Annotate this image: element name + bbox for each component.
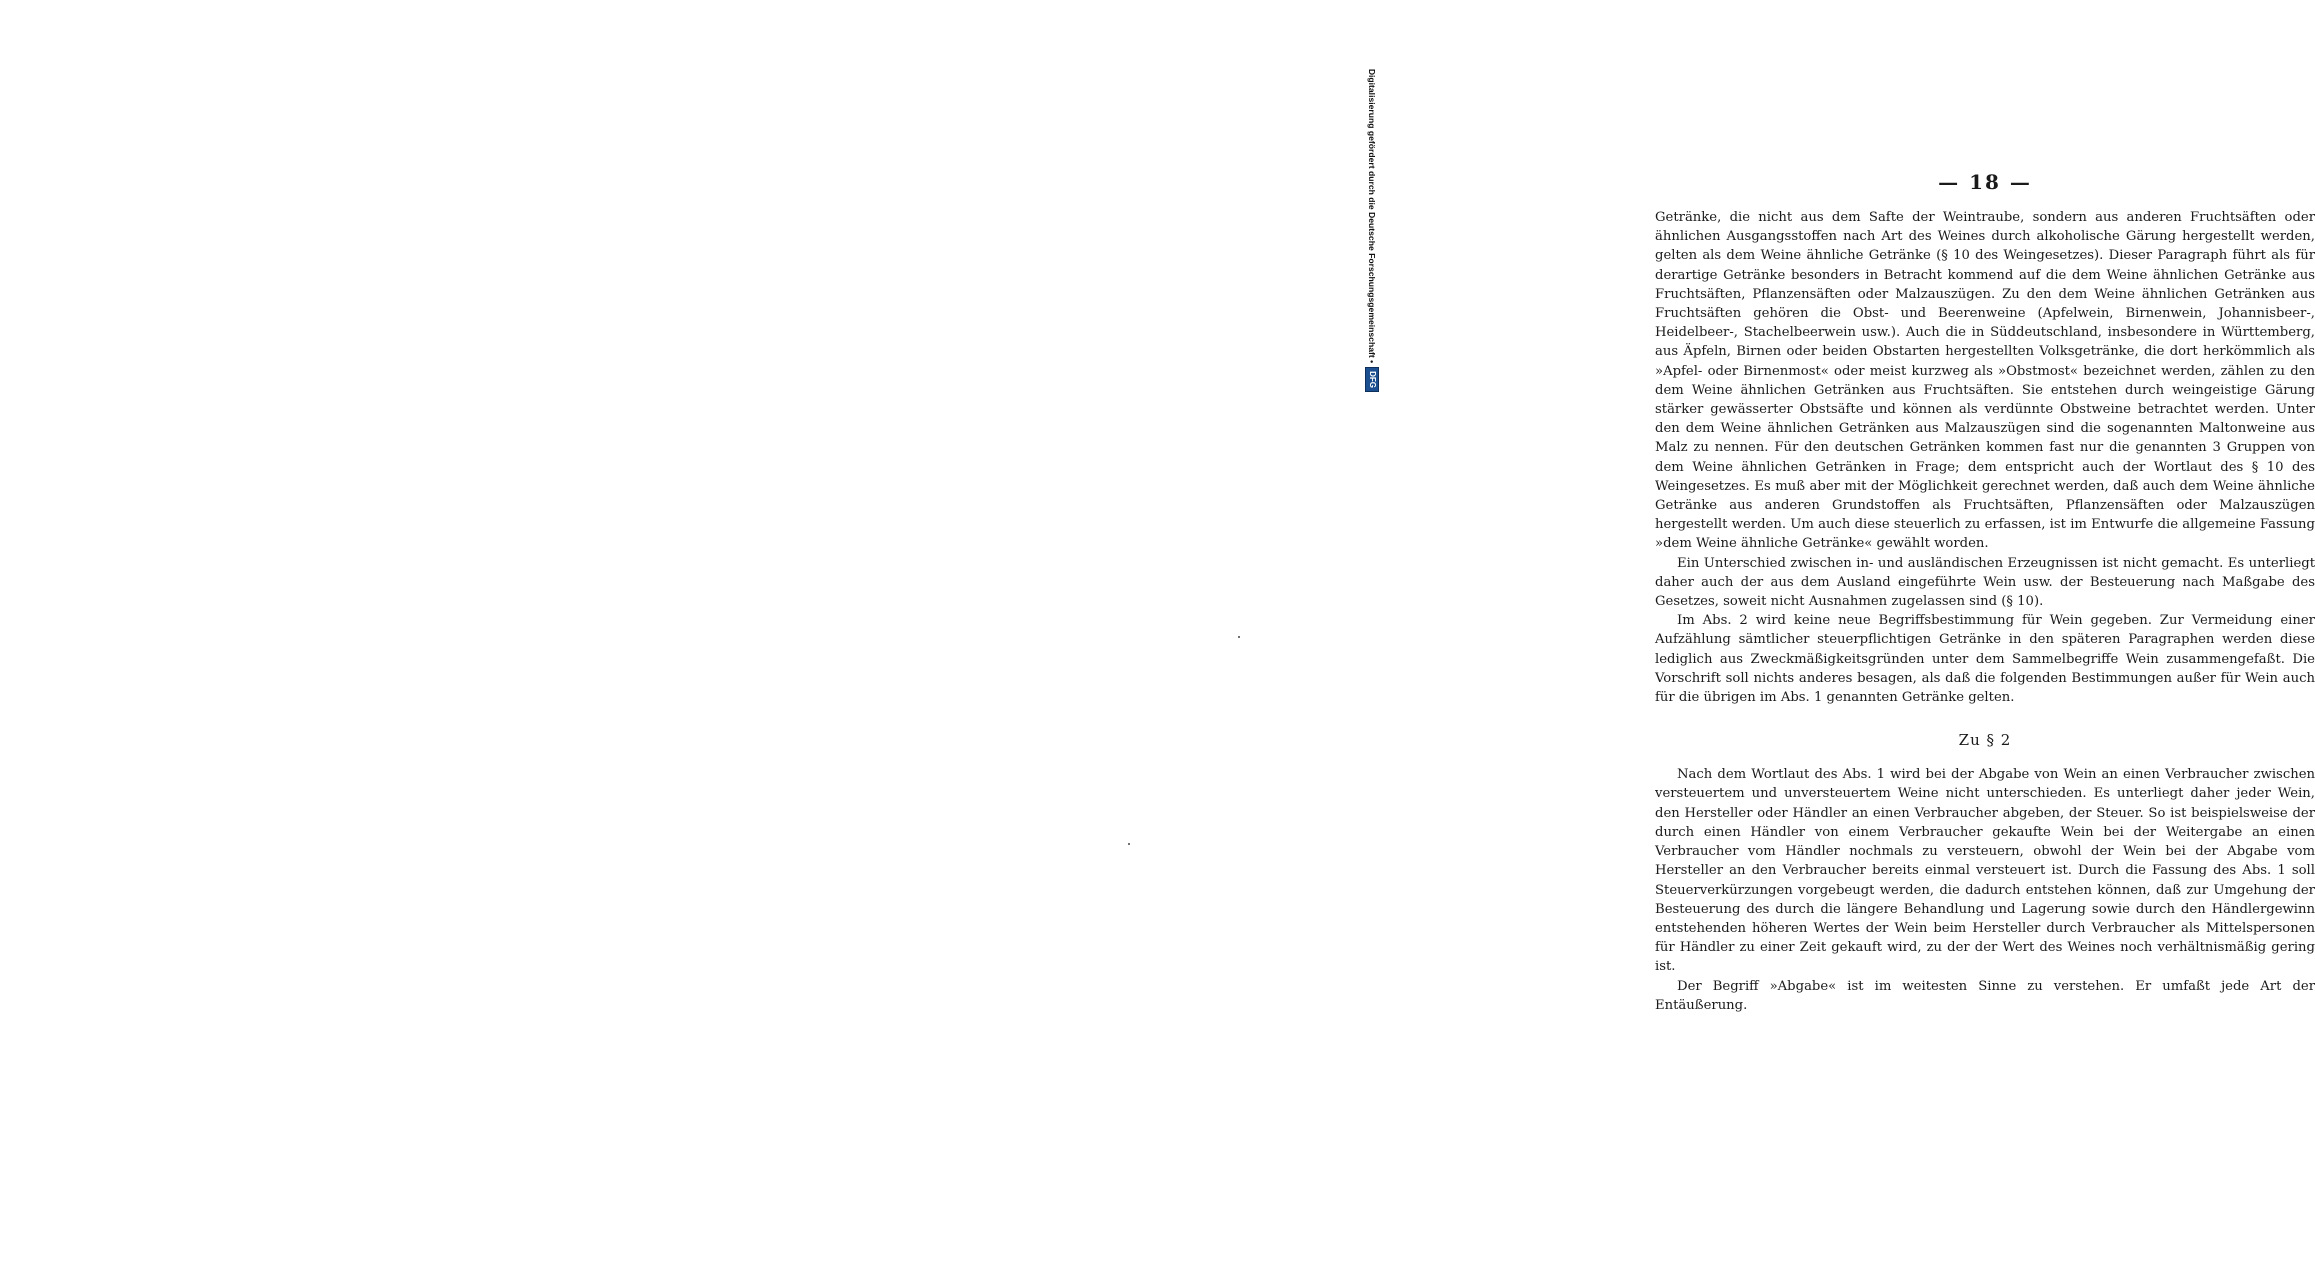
dfg-logo: DFG	[1365, 367, 1379, 392]
paragraph-5: Der Begriff »Abgabe« ist im weitesten Sinne zu verstehen. Er umfaßt jede Art der Entäußerung.	[1655, 978, 2315, 1013]
scan-speck	[1128, 843, 1130, 845]
digitization-credit	[1365, 8, 1379, 392]
paragraph-2: Ein Unterschied zwischen in- und ausländischen Erzeugnissen ist nicht gemacht. Es unterliegt daher auch der aus dem Ausland eingeführte Wein usw. der Besteuerung nach Maßgabe des Gesetzes, soweit nicht Ausnahmen zugelassen sind (§ 10).	[1655, 555, 2315, 610]
section-heading: Zu § 2	[1958, 731, 2012, 750]
paragraph-4: Nach dem Wortlaut des Abs. 1 wird bei der Abgabe von Wein an einen Verbraucher zwischen versteuertem und unversteuertem Weine nicht unterschieden. Es unterliegt daher jeder Wein, den Hersteller oder Händler an einen Verbraucher abgeben, der Steuer. So ist beispielsweise der durch einen Händler von einem Verbraucher gekaufte Wein bei der Weitergabe an einen Verbraucher vom Händler nochmals zu versteuern, obwohl der Wein bei der Abgabe vom Hersteller an den Verbraucher bereits einmal versteuert ist. Durch die Fassung des Abs. 1 soll Steuerverkürzungen vorgebeugt werden, die dadurch entstehen können, daß zur Umgehung der Besteuerung des durch die längere Behandlung und Lagerung sowie durch den Händlergewinn entstehenden höheren Wertes der Wein beim Hersteller durch Verbraucher als Mittelspersonen für Händler zu einer Zeit gekauft wird, zu der der Wert des Weines noch verhältnismäßig gering ist.	[1655, 767, 2315, 975]
document-page	[1655, 170, 2315, 1270]
page-number: — 18 —	[1938, 170, 2032, 194]
paragraph-3: Im Abs. 2 wird keine neue Begriffsbestimmung für Wein gegeben. Zur Vermeidung einer Aufzählung sämtlicher steuerpflichtigen Getränke in den späteren Paragraphen werden diese lediglich aus Zweckmäßigkeitsgründen unter dem Sammelbegriffe Wein zusammengefaßt. Die Vorschrift soll nichts anderes besagen, als daß die folgenden Bestimmungen außer für Wein auch für die übrigen im Abs. 1 genannten Getränke gelten.	[1655, 613, 2315, 706]
credit-text: Digitalisierung gefördert durch die Deutsche Forschungsgemeinschaft •	[1367, 68, 1377, 364]
paragraph-1: Getränke, die nicht aus dem Safte der Weintraube, sondern aus anderen Fruchtsäften oder ähnlichen Ausgangsstoffen nach Art des Weines durch alkoholische Gärung hergestellt werden, gelten als dem Weine ähnliche Getränke (§ 10 des Weingesetzes). Dieser Paragraph führt als für derartige Getränke besonders in Betracht kommend auf die dem Weine ähnlichen Getränke aus Fruchtsäften, Pflanzensäften oder Malzauszügen. Zu den dem Weine ähnlichen Getränken aus Fruchtsäften gehören die Obst- und Beerenweine (Apfelwein, Birnenwein, Johannisbeer-, Heidelbeer-, Stachelbeerwein usw.). Auch die in Süddeutschland, insbesondere in Württemberg, aus Äpfeln, Birnen oder beiden Obstarten hergestellten Volksgetränke, die dort herkömmlich als »Apfel- oder Birnenmost« oder meist kurzweg als »Obstmost« bezeichnet werden, zählen zu den dem Weine ähnlichen Getränken aus Fruchtsäften. Sie entstehen durch weingeistige Gärung stärker gewässerter Obstsäfte und können als verdünnte Obstweine betrachtet werden. Unter den dem Weine ähnlichen Getränken aus Malzauszügen sind die sogenannten Maltonweine aus Malz zu nennen. Für den deutschen Getränken kommen fast nur die genannten 3 Gruppen von dem Weine ähnlichen Getränken in Frage; dem entspricht auch der Wortlaut des § 10 des Weingesetzes. Es muß aber mit der Möglichkeit gerechnet werden, daß auch dem Weine ähnliche Getränke aus anderen Grundstoffen als Fruchtsäften, Pflanzensäften oder Malzauszügen hergestellt werden. Um auch diese steuerlich zu erfassen, ist im Entwurfe die allgemeine Fassung »dem Weine ähnliche Getränke« gewählt worden.	[1655, 210, 2315, 552]
page-body	[1655, 170, 2315, 1015]
rotated-page	[1615, 170, 2315, 1270]
scan-speck	[1238, 636, 1240, 638]
